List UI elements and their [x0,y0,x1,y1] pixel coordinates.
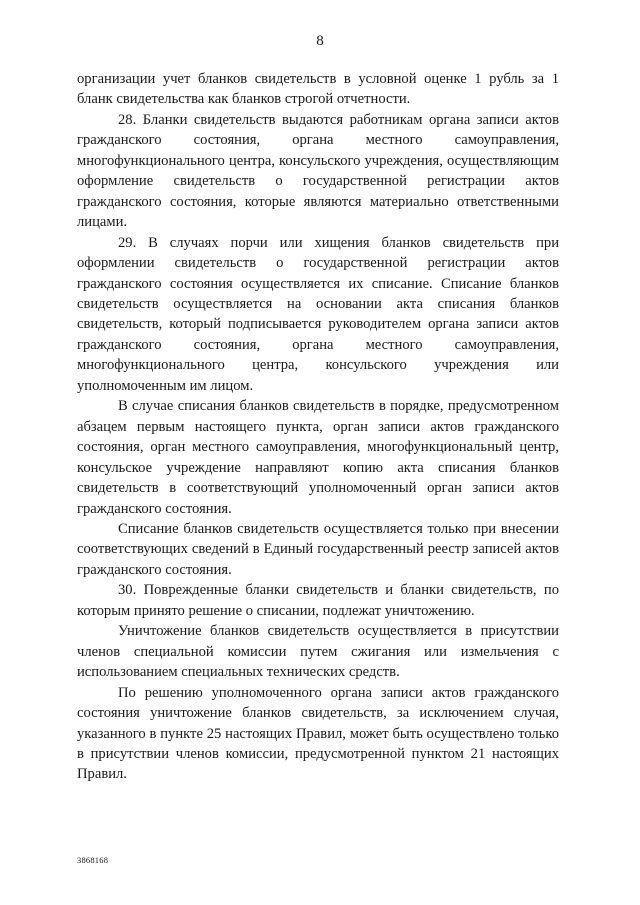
paragraph-item-30-third: По решению уполномоченного органа записи актов гражданского состояния уничтожение бланков свидетельств, за исключением случая, указанного в пункте 25 настоящих Правил, может быть осуществлено только в присутствии членов комиссии, предусмотренной пунктом 21 настоящих Правил. [77,684,559,783]
paragraph-item-29-third: Списание бланков свидетельств осуществляется только при внесении соответствующих сведений в Единый государственный реестр записей актов гражданского состояния. [77,520,559,578]
paragraph-item-28: 28. Бланки свидетельств выдаются работникам органа записи актов гражданского состояния, органа местного самоуправления, многофункционального центра, консульского учреждения, осуществляющим оформление свидетельств о государственной регистрации актов гражданского состояния, которые являются материально ответственными лицами. [77,111,559,231]
page-number: 8 [316,33,324,49]
paragraph-item-29: 29. В случаях порчи или хищения бланков свидетельств при оформлении свидетельств о государственной регистрации актов гражданского состояния осуществляется их списание. Списание бланков свидетельств осуществляется на основании акта списания бланков свидетельств, который подписывается руководителем органа записи актов гражданского состояния, органа местного самоуправления, многофункционального центра, консульского учреждения или уполномоченным им лицом. [77,234,559,394]
body-text [77,69,559,785]
paragraph-continuation: организации учет бланков свидетельств в условной оценке 1 рубль за 1 бланк свидетельства как бланков строгой отчетности. [77,71,559,108]
paragraph-item-30: 30. Поврежденные бланки свидетельств и бланки свидетельств, по которым принято решение о списании, подлежат уничтожению. [77,582,559,619]
paragraph-item-30-second: Уничтожение бланков свидетельств осуществляется в присутствии членов специальной комиссии путем сжигания или измельчения с использованием специальных технических средств. [77,623,559,681]
document-code: 3868168 [77,855,109,865]
paragraph-item-29-second: В случае списания бланков свидетельств в порядке, предусмотренном абзацем первым настоящего пункта, орган записи актов гражданского состояния, орган местного самоуправления, многофункциональный центр, консульское учреждение направляют копию акта списания бланков свидетельств в соответствующий уполномоченный орган записи актов гражданского состояния. [77,398,559,517]
